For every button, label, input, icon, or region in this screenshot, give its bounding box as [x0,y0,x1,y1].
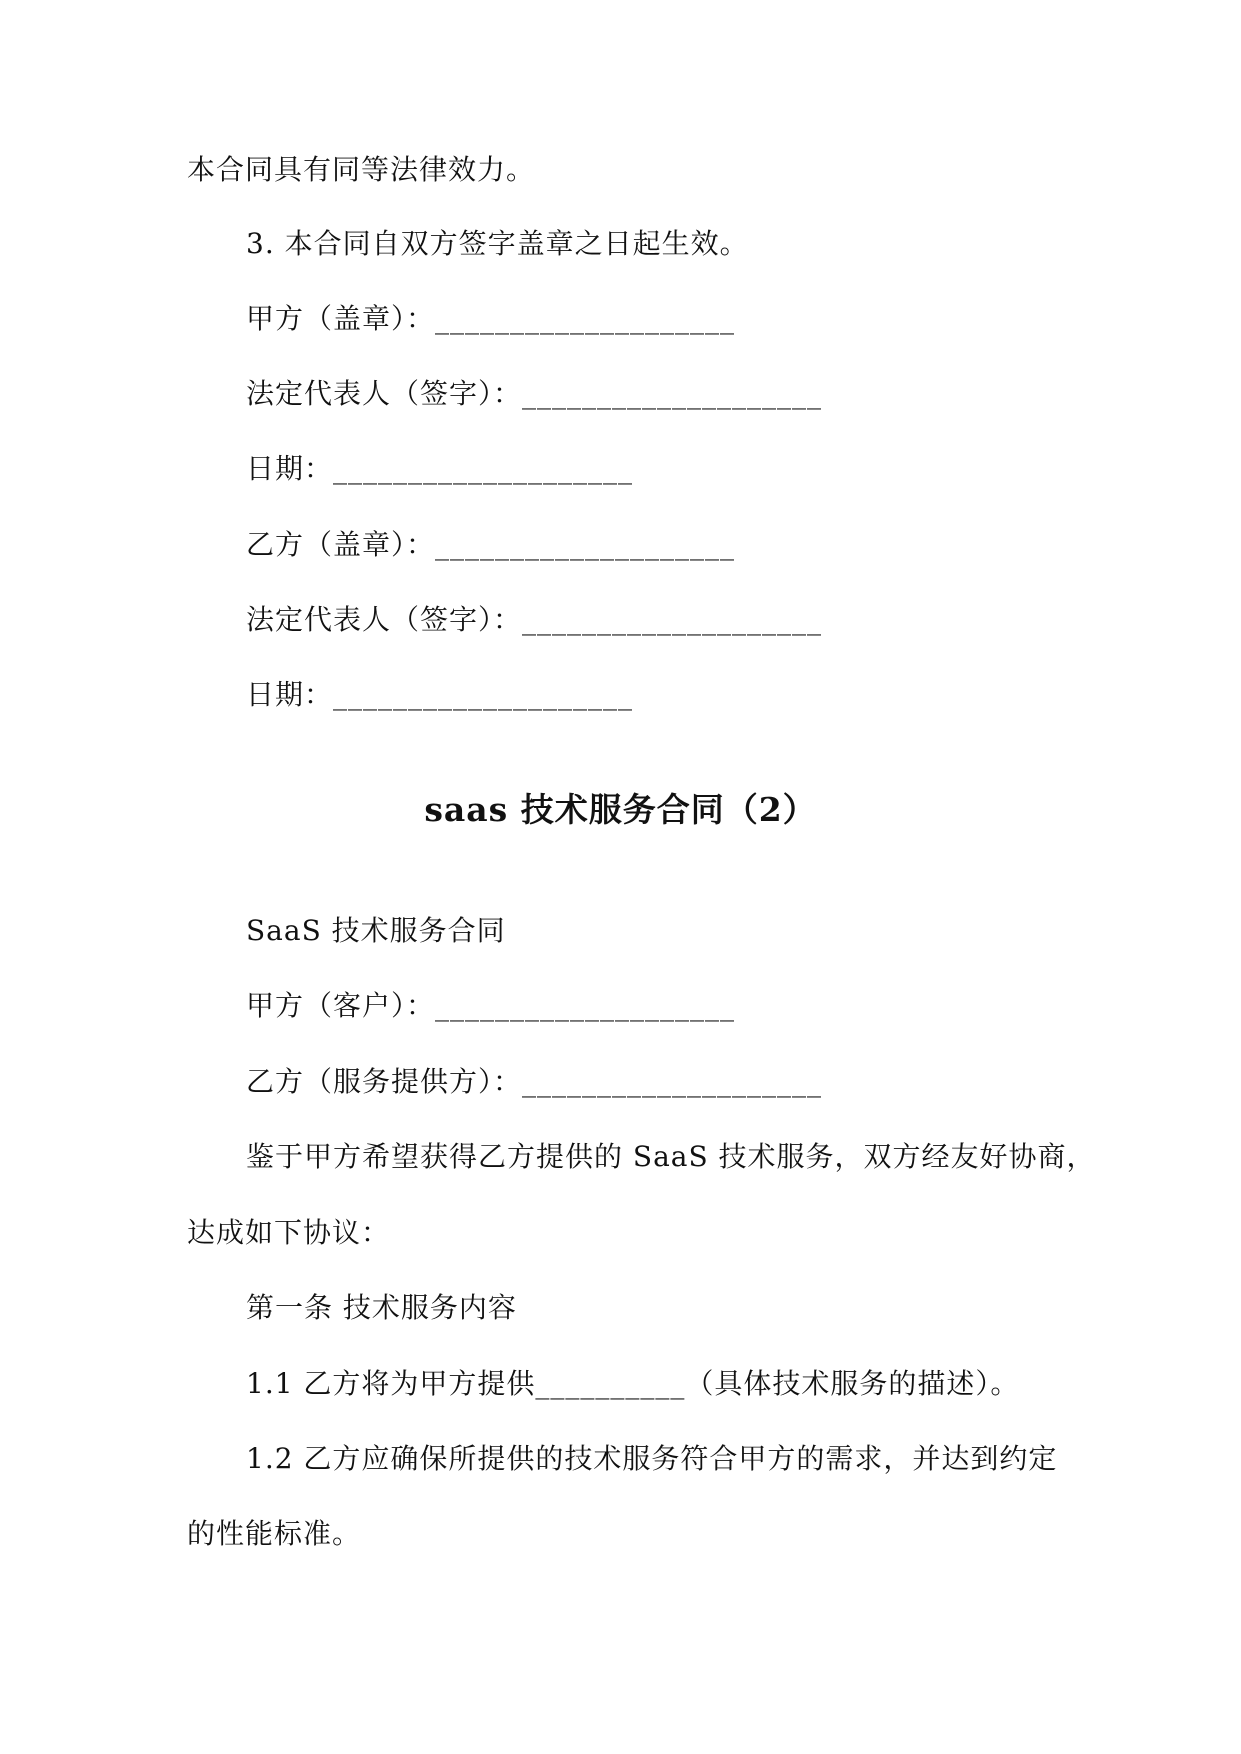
party-b-provider-line: 乙方（服务提供方）：____________________ [246,1065,823,1098]
party-b-rep-signature-line: 法定代表人（签字）：____________________ [246,603,823,636]
preamble-line-2: 达成如下协议： [187,1216,391,1249]
party-a-client-line: 甲方（客户）：____________________ [246,989,736,1022]
article-1-2-line-2: 的性能标准。 [187,1517,362,1550]
party-a-date-line: 日期：____________________ [246,452,634,485]
contract-title: saas 技术服务合同（2） [424,790,817,829]
party-a-rep-signature-line: 法定代表人（签字）：____________________ [246,377,823,410]
preamble-line-1: 鉴于甲方希望获得乙方提供的 SaaS 技术服务，双方经友好协商， [246,1140,1096,1173]
article-1-heading: 第一条 技术服务内容 [246,1291,517,1324]
continuation-text: 本合同具有同等法律效力。 [187,153,536,186]
clause-3: 3. 本合同自双方签字盖章之日起生效。 [246,227,749,260]
party-b-date-line: 日期：____________________ [246,678,634,711]
article-1-2-line-1: 1.2 乙方应确保所提供的技术服务符合甲方的需求，并达到约定 [246,1442,1058,1475]
contract-subtitle: SaaS 技术服务合同 [246,914,506,947]
article-1-1: 1.1 乙方将为甲方提供__________（具体技术服务的描述）。 [246,1367,1020,1400]
party-b-seal-line: 乙方（盖章）：____________________ [246,528,736,561]
party-a-seal-line: 甲方（盖章）：____________________ [246,302,736,335]
